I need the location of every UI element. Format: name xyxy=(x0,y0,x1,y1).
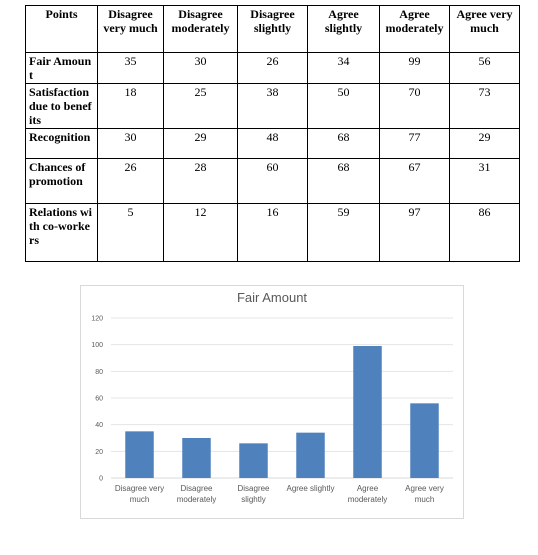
table-cell: 56 xyxy=(450,53,520,84)
table-cell: 5 xyxy=(98,204,164,262)
row-label: Chances of promotion xyxy=(26,159,98,204)
y-tick-label: 100 xyxy=(91,342,103,350)
row-label: Fair Amount xyxy=(26,53,98,84)
bar xyxy=(353,346,382,478)
x-category-label: moderately xyxy=(176,495,217,504)
table-cell: 16 xyxy=(238,204,308,262)
table-cell: 25 xyxy=(164,84,238,129)
table-cell: 31 xyxy=(450,159,520,204)
chart-svg xyxy=(81,286,463,518)
row-label: Recognition xyxy=(26,129,98,159)
table-cell: 26 xyxy=(238,53,308,84)
x-category-label: Agree very xyxy=(405,484,444,493)
chart-title: Fair Amount xyxy=(236,290,308,305)
bar xyxy=(296,433,325,478)
x-category-label: Agree slightly xyxy=(286,484,335,493)
table-cell: 59 xyxy=(308,204,380,262)
table-row xyxy=(26,84,520,129)
bar xyxy=(182,438,211,478)
x-category-label: slightly xyxy=(241,495,266,504)
table-cell: 38 xyxy=(238,84,308,129)
bar xyxy=(239,443,268,478)
table-header-disagree-slightly: Disagree slightly xyxy=(238,6,308,53)
table-cell: 34 xyxy=(308,53,380,84)
y-tick-label: 40 xyxy=(95,422,103,430)
x-category-label: much xyxy=(414,495,435,504)
chart-y-axis xyxy=(91,316,103,483)
table-cell: 73 xyxy=(450,84,520,129)
chart-bars xyxy=(125,346,439,478)
y-tick-label: 60 xyxy=(95,395,103,403)
table-header-disagree-moderately: Disagree moderately xyxy=(164,6,238,53)
x-category-label: Disagree very xyxy=(114,484,165,493)
x-category-label: Agree xyxy=(356,484,379,493)
table-row xyxy=(26,159,520,204)
table-cell: 67 xyxy=(380,159,450,204)
bar xyxy=(125,431,154,478)
table-header-agree-slightly: Agree slightly xyxy=(308,6,380,53)
table-header-row xyxy=(26,6,520,53)
row-label: Relations with co-workers xyxy=(26,204,98,262)
table-cell: 26 xyxy=(98,159,164,204)
x-category-label: much xyxy=(129,495,150,504)
y-tick-label: 0 xyxy=(99,475,103,483)
survey-table xyxy=(25,5,520,262)
row-label: Satisfaction due to benefits xyxy=(26,84,98,129)
table-cell: 35 xyxy=(98,53,164,84)
table-header-agree-very-much: Agree very much xyxy=(450,6,520,53)
y-tick-label: 20 xyxy=(95,448,103,456)
table-header-agree-moderately: Agree moderately xyxy=(380,6,450,53)
table-header-disagree-very-much: Disagree very much xyxy=(98,6,164,53)
table-cell: 29 xyxy=(164,129,238,159)
table-cell: 12 xyxy=(164,204,238,262)
table-cell: 68 xyxy=(308,159,380,204)
table-cell: 30 xyxy=(164,53,238,84)
x-category-label: moderately xyxy=(347,495,388,504)
table-cell: 28 xyxy=(164,159,238,204)
table-cell: 86 xyxy=(450,204,520,262)
chart-gridlines xyxy=(111,318,453,478)
bar xyxy=(410,403,439,478)
table-row xyxy=(26,53,520,84)
y-tick-label: 120 xyxy=(91,315,103,323)
table-cell: 30 xyxy=(98,129,164,159)
table-cell: 97 xyxy=(380,204,450,262)
x-category-label: Disagree xyxy=(180,484,213,493)
chart-x-axis xyxy=(115,484,444,504)
table-cell: 68 xyxy=(308,129,380,159)
table-header-points: Points xyxy=(26,6,98,53)
table-cell: 29 xyxy=(450,129,520,159)
table-cell: 70 xyxy=(380,84,450,129)
table-row xyxy=(26,204,520,262)
table-cell: 99 xyxy=(380,53,450,84)
table-row xyxy=(26,129,520,159)
fair-amount-chart xyxy=(80,285,464,519)
table-cell: 50 xyxy=(308,84,380,129)
table-cell: 77 xyxy=(380,129,450,159)
x-category-label: Disagree xyxy=(237,484,270,493)
table-cell: 60 xyxy=(238,159,308,204)
table-cell: 18 xyxy=(98,84,164,129)
y-tick-label: 80 xyxy=(95,368,103,376)
table-cell: 48 xyxy=(238,129,308,159)
